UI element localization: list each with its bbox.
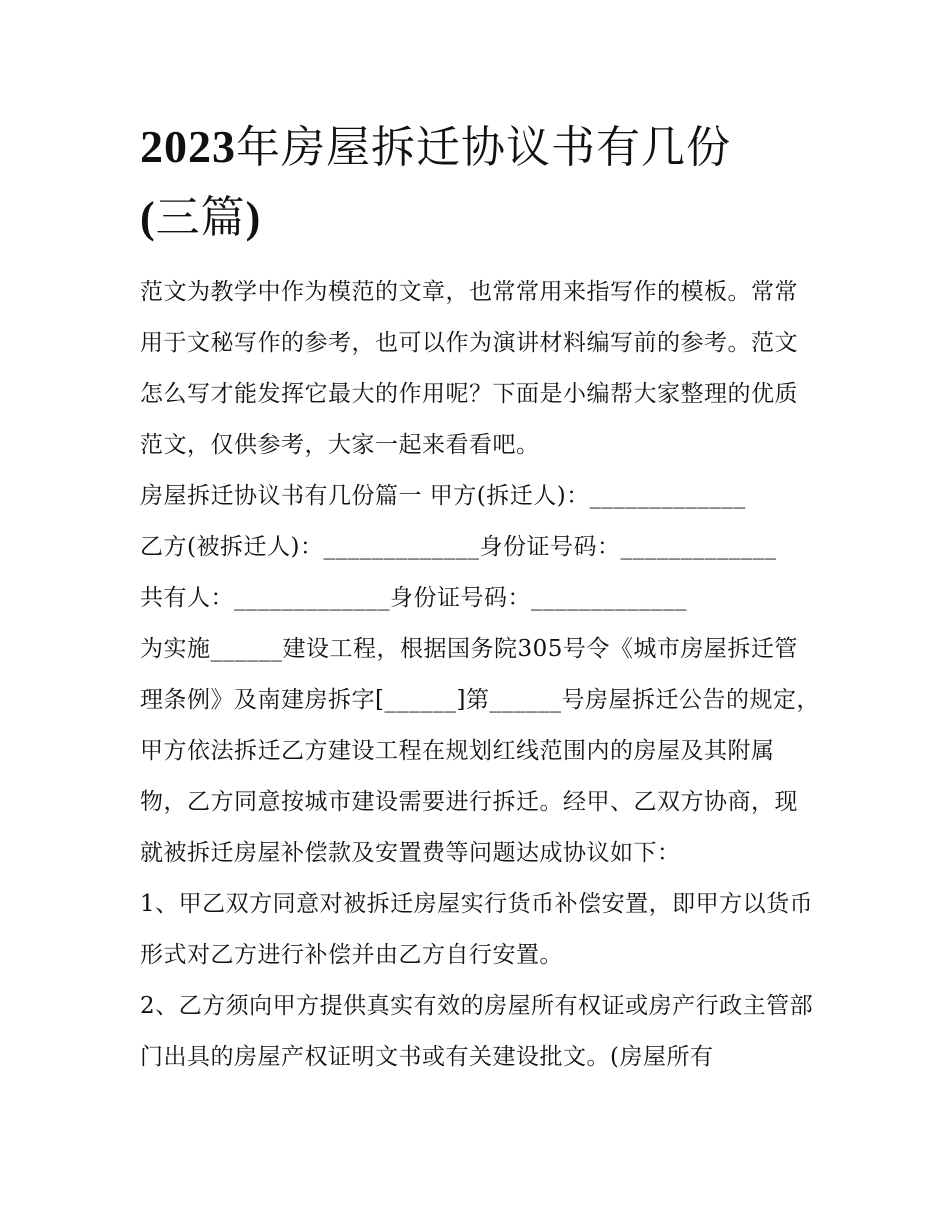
document-page bbox=[140, 112, 820, 1083]
party-b-line: 乙方(被拆迁人)：_____________身份证号码：_____________ bbox=[140, 534, 777, 560]
title-year: 2023 bbox=[140, 121, 236, 172]
title-bracket-open: ( bbox=[140, 193, 156, 242]
clause-2: 2、乙方须向甲方提供真实有效的房屋所有权证或房产行政主管部门出具的房屋产权证明文书或有关建设批文。(房屋所有 bbox=[140, 993, 814, 1070]
intro-paragraph: 范文为教学中作为模范的文章，也常常用来指写作的模板。常常用于文秘写作的参考，也可以作为演讲材料编写前的参考。范文怎么写才能发挥它最大的作用呢？下面是小编帮大家整理的优质范文，仅供参考，大家一起来看看吧。 bbox=[140, 279, 798, 458]
document-title bbox=[140, 112, 820, 253]
clause-1: 1、甲乙双方同意对被拆迁房屋实行货币补偿安置，即甲方以货币形式对乙方进行补偿并由乙方自行安置。 bbox=[140, 891, 814, 968]
preamble-paragraph: 为实施______建设工程，根据国务院305号令《城市房屋拆迁管理条例》及南建房拆字[______]第______号房屋拆迁公告的规定，甲方依法拆迁乙方建设工程在规划红线范围内的房屋及其附属物，乙方同意按城市建设需要进行拆迁。经甲、乙双方协商，现就被拆迁房屋补偿款及安置费等问题达成协议如下： bbox=[140, 636, 820, 866]
co-owner-line: 共有人：_____________身份证号码：_____________ bbox=[140, 585, 687, 611]
section-heading-party-a: 房屋拆迁协议书有几份篇一 甲方(拆迁人)：_____________ bbox=[140, 483, 746, 509]
title-subtitle: 三篇 bbox=[155, 192, 246, 243]
title-bracket-close: ) bbox=[245, 193, 262, 242]
title-text: 年房屋拆迁协议书有几份 bbox=[236, 122, 731, 173]
